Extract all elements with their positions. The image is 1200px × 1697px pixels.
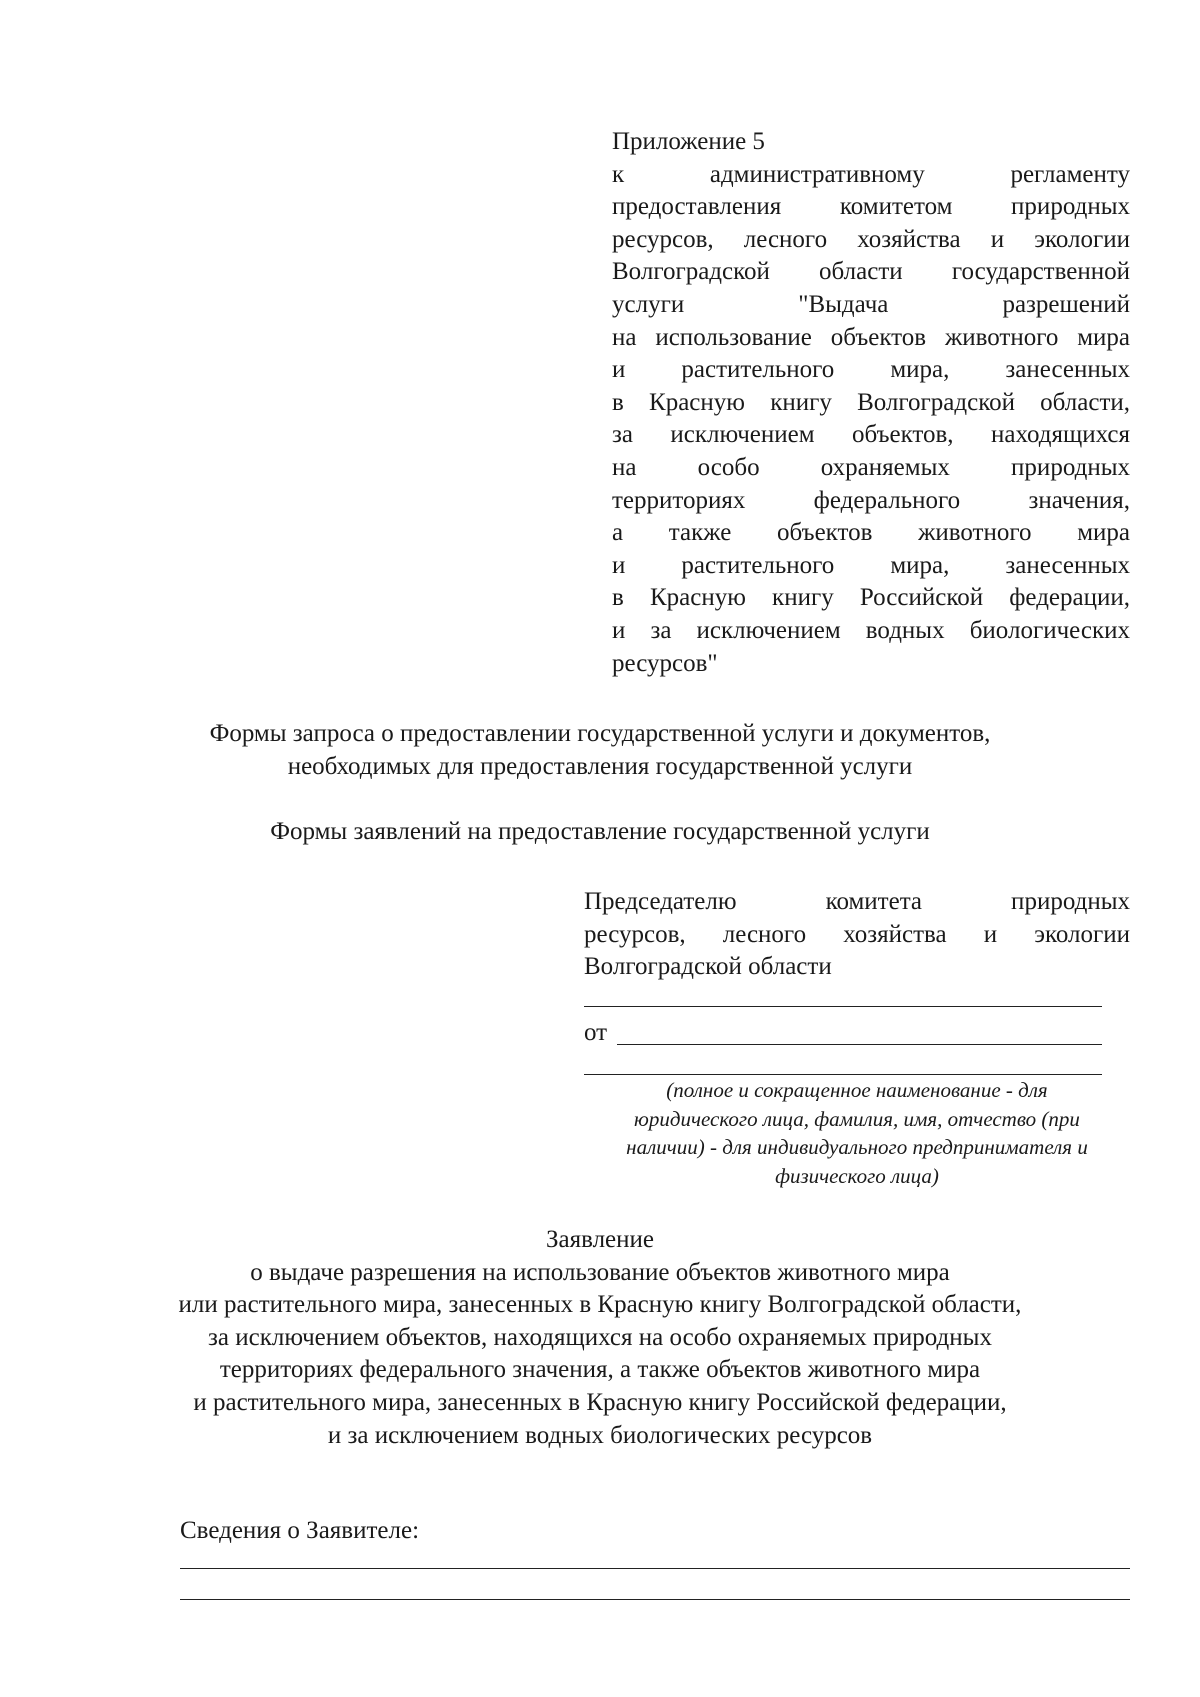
appendix-line: Волгоградской области государственной bbox=[612, 258, 1130, 286]
forms-heading-line-1: Формы запроса о предоставлении государственной услуги и документов, bbox=[209, 720, 991, 747]
addressee-name-line bbox=[584, 1006, 1102, 1007]
appendix-line: услуги "Выдача разрешений bbox=[612, 290, 1130, 318]
statement-block bbox=[0, 1224, 1200, 1452]
applicant-info-line bbox=[180, 1599, 1130, 1600]
appendix-line: на особо охраняемых природных bbox=[612, 453, 1130, 481]
statement-line: за исключением объектов, находящихся на особо охраняемых природных bbox=[208, 1323, 992, 1351]
addressee-line: Председателю комитета природных bbox=[584, 888, 1130, 915]
forms-heading-line-2: необходимых для предоставления государственной услуги bbox=[287, 753, 913, 780]
statement-line: или растительного мира, занесенных в Красную книгу Волгоградской области, bbox=[178, 1291, 1022, 1319]
addressee-block bbox=[584, 886, 1130, 984]
statement-title: Заявление bbox=[545, 1226, 655, 1253]
statement-line: территориях федерального значения, а также объектов животного мира bbox=[219, 1356, 981, 1384]
appendix-line: предоставления комитетом природных bbox=[612, 193, 1130, 221]
addressee-line: Волгоградской области bbox=[584, 953, 832, 981]
forms-subheading: Формы заявлений на предоставление государственной услуги bbox=[270, 818, 930, 845]
appendix-line: в Красную книгу Российской федерации, bbox=[612, 584, 1130, 612]
statement-line: и за исключением водных биологических ресурсов bbox=[327, 1421, 873, 1449]
appendix-line: а также объектов животного мира bbox=[612, 519, 1130, 547]
appendix-line: и растительного мира, занесенных bbox=[612, 551, 1130, 579]
note-line: наличии) - для индивидуального предпринимателя и bbox=[626, 1135, 1088, 1160]
appendix-line: ресурсов" bbox=[612, 649, 718, 677]
statement-line: и растительного мира, занесенных в Красную книгу Российской федерации, bbox=[193, 1388, 1007, 1416]
from-label: от bbox=[584, 1019, 608, 1046]
appendix-line: на использование объектов животного мира bbox=[612, 323, 1130, 351]
note-line: юридического лица, фамилия, имя, отчество (при bbox=[634, 1106, 1080, 1131]
appendix-line: в Красную книгу Волгоградской области, bbox=[612, 388, 1130, 416]
applicant-info-label: Сведения о Заявителе: bbox=[180, 1517, 420, 1544]
addressee-line: ресурсов, лесного хозяйства и экологии bbox=[584, 920, 1130, 948]
applicant-info-line bbox=[180, 1568, 1130, 1569]
note-line: физического лица) bbox=[775, 1163, 939, 1188]
applicant-name-line-2 bbox=[584, 1074, 1102, 1075]
appendix-line: и растительного мира, занесенных bbox=[612, 356, 1130, 384]
applicant-name-line bbox=[617, 1044, 1102, 1045]
note-line: (полное и сокращенное наименование - для bbox=[666, 1078, 1048, 1102]
appendix-line: территориях федерального значения, bbox=[612, 486, 1130, 514]
statement-line: о выдаче разрешения на использование объектов животного мира bbox=[250, 1258, 950, 1286]
appendix-line: к административному регламенту bbox=[612, 160, 1130, 188]
appendix-line: и за исключением водных биологических bbox=[612, 616, 1130, 644]
appendix-line: ресурсов, лесного хозяйства и экологии bbox=[612, 225, 1130, 253]
appendix-title: Приложение 5 bbox=[612, 128, 765, 155]
appendix-line: за исключением объектов, находящихся bbox=[612, 421, 1130, 449]
applicant-note bbox=[580, 1076, 1134, 1190]
appendix-block bbox=[612, 126, 1130, 680]
